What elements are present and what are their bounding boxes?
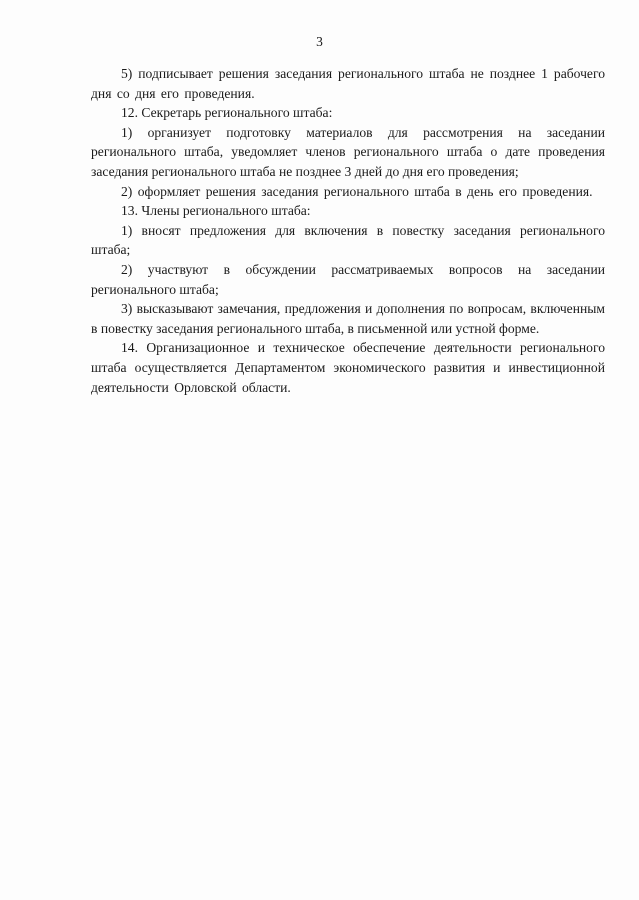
paragraph-13-members-heading: 13. Члены регионального штаба: bbox=[121, 203, 311, 219]
paragraph-members-item-3: 3) высказывают замечания, предложения и дополнения по вопросам, включенным в повестку заседания регионального штаба, в письменной или устной форме. bbox=[91, 301, 605, 336]
paragraph-secretary-item-2: 2) оформляет решения заседания регионального штаба в день его проведения. bbox=[121, 183, 593, 199]
paragraph-item-5-signs-decisions: 5) подписывает решения заседания регионального штаба не позднее 1 рабочего дня со дня его проведения. bbox=[91, 66, 605, 101]
paragraph-members-item-1: 1) вносят предложения для включения в повестку заседания регионального штаба; bbox=[91, 222, 605, 258]
paragraph-members-item-2: 2) участвуют в обсуждении рассматриваемых вопросов на заседании регионального штаба; bbox=[91, 261, 605, 297]
paragraph-12-secretary-heading: 12. Секретарь регионального штаба: bbox=[121, 105, 333, 121]
page-number: 3 bbox=[316, 34, 323, 49]
document-body bbox=[91, 64, 605, 397]
paragraph-secretary-item-1: 1) организует подготовку материалов для рассмотрения на заседании регионального штаба, уведомляет членов регионального штаба о дате проведения заседания регионального штаба не позднее 3 дней до дня его проведения; bbox=[91, 124, 605, 179]
paragraph-14-support: 14. Организационное и техническое обеспечение деятельности регионального штаба осуществляется Департаментом экономического развития и инвестиционной деятельности Орловской области. bbox=[91, 340, 605, 395]
